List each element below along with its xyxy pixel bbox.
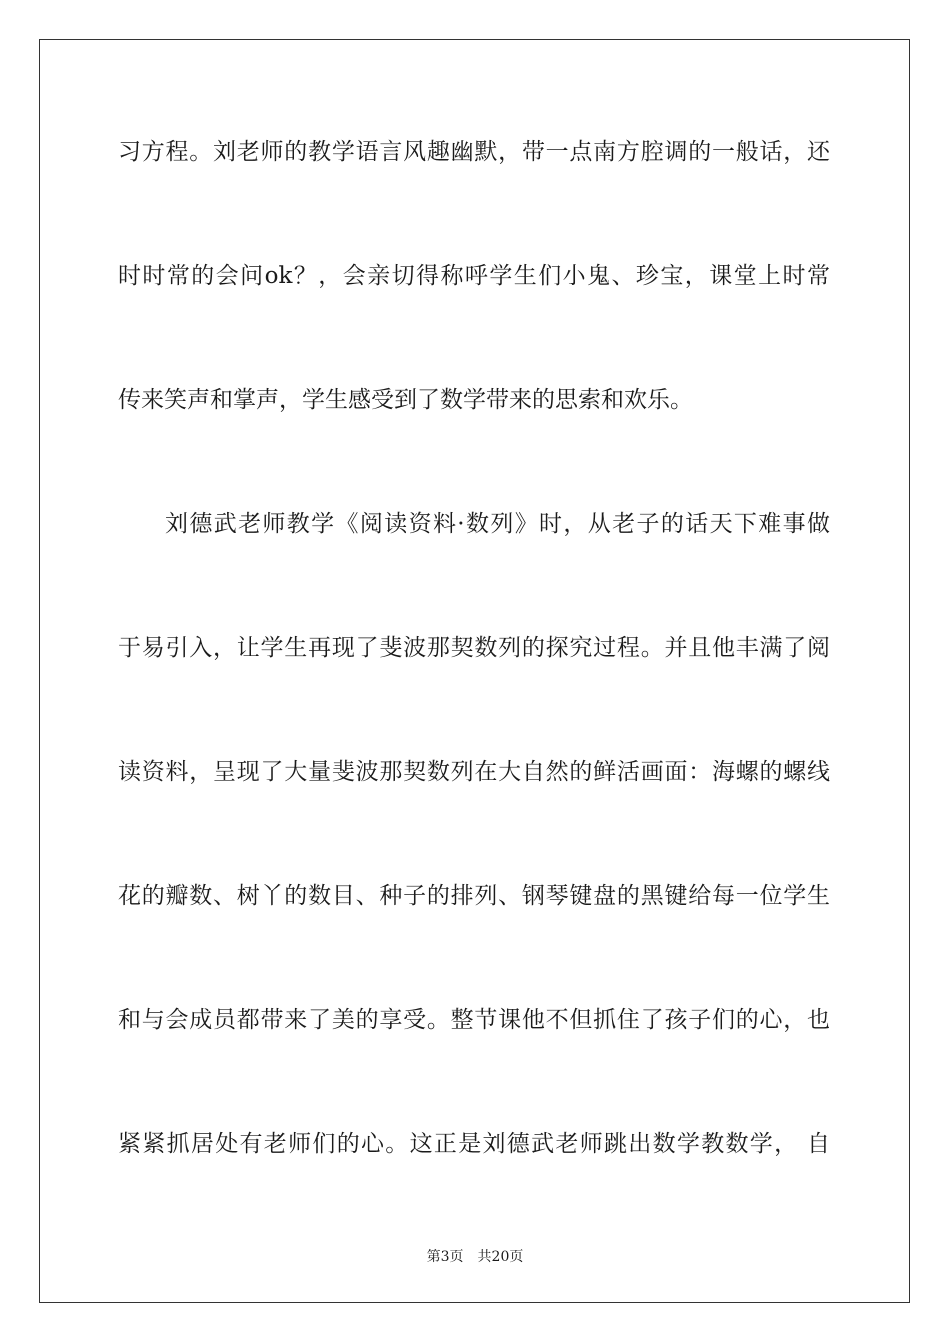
text-line: 传来笑声和掌声，学生感受到了数学带来的思索和欢乐。 — [118, 387, 693, 413]
total-pages: 共20页 — [477, 1249, 524, 1265]
page-border — [39, 39, 910, 1303]
text-line: 时时常的会问ok？，会亲切得称呼学生们小鬼、珍宝，课堂上时常 — [118, 263, 830, 289]
page-number: 第3页 — [426, 1249, 464, 1265]
page-footer — [0, 1248, 950, 1266]
text-line: 于易引入，让学生再现了斐波那契数列的探究过程。并且他丰满了阅 — [118, 635, 830, 661]
text-line: 花的瓣数、树丫的数目、种子的排列、钢琴键盘的黑键给每一位学生 — [118, 883, 830, 909]
paragraph-first-line: 刘德武老师教学《阅读资料·数列》时，从老子的话天下难事做 — [165, 511, 830, 537]
text-line: 习方程。刘老师的教学语言风趣幽默，带一点南方腔调的一般话，还 — [118, 139, 830, 165]
text-line: 和与会成员都带来了美的享受。整节课他不但抓住了孩子们的心，也 — [118, 1007, 830, 1033]
text-line: 读资料，呈现了大量斐波那契数列在大自然的鲜活画面：海螺的螺线 — [118, 759, 830, 785]
text-line: 紧紧抓居处有老师们的心。这正是刘德武老师跳出数学教数学， 自 — [118, 1131, 830, 1157]
